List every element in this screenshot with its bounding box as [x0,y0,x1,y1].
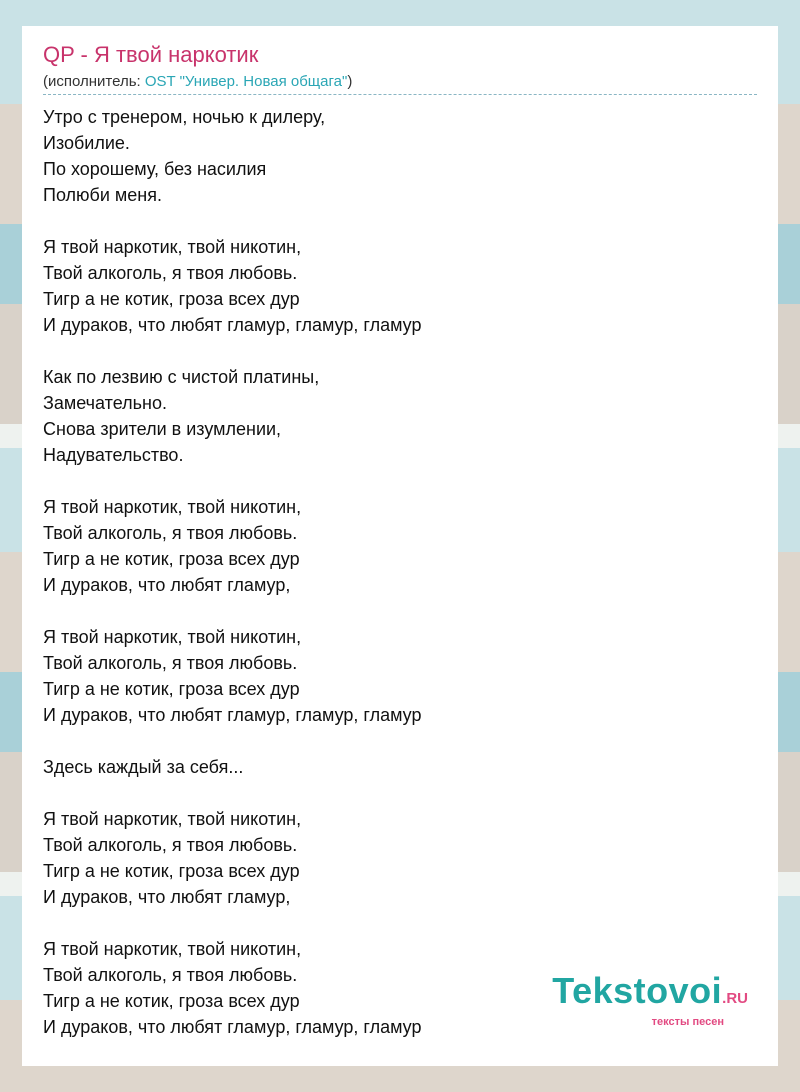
lyric-line: Я твой наркотик, твой никотин, [43,497,302,517]
stanza [43,754,421,780]
lyric-line: Я твой наркотик, твой никотин, [43,627,302,647]
stanza [43,234,421,338]
performer-link[interactable]: OST "Универ. Новая общага" [144,73,348,90]
lyric-line: Снова зрители в изумлении, [43,419,282,439]
lyric-line: Я твой наркотик, твой никотин, [43,809,302,829]
lyric-line: И дураков, что любят гламур, гламур, гламур [43,1017,422,1037]
lyric-line: Надувательство. [43,445,184,465]
lyric-line: Тигр а не котик, гроза всех дур [43,549,300,569]
lyric-line: Я твой наркотик, твой никотин, [43,939,302,959]
performer-suffix: ) [347,73,353,90]
lyric-line: Твой алкоголь, я твоя любовь. [43,523,298,543]
logo-tld: .RU [722,990,748,1007]
lyric-line: Изобилие. [43,133,130,153]
lyric-line: Как по лезвию с чистой платины, [43,367,320,387]
lyric-line: Твой алкоголь, я твоя любовь. [43,965,298,985]
site-logo[interactable] [552,970,748,1028]
lyric-line: Полюби меня. [43,185,162,205]
stanza [43,624,421,728]
lyric-line: Тигр а не котик, гроза всех дур [43,679,300,699]
lyrics-card [22,26,778,1066]
lyric-line: Здесь каждый за себя... [43,757,244,777]
stanza [43,104,421,208]
lyric-line: И дураков, что любят гламур, гламур, гламур [43,705,422,725]
logo-name: Tekstovoi [552,970,723,1011]
logo-wordmark [552,970,748,1016]
lyric-line: Утро с тренером, ночью к дилеру, [43,107,326,127]
lyric-line: Тигр а не котик, гроза всех дур [43,861,300,881]
divider [43,94,757,95]
lyric-line: Твой алкоголь, я твоя любовь. [43,835,298,855]
stanza [43,364,421,468]
lyric-line: И дураков, что любят гламур, гламур, гламур [43,315,422,335]
lyric-line: Я твой наркотик, твой никотин, [43,237,302,257]
logo-tagline: тексты песен [651,1016,724,1028]
lyric-line: Тигр а не котик, гроза всех дур [43,289,300,309]
performer-line [43,72,352,92]
lyric-line: Тигр а не котик, гроза всех дур [43,991,300,1011]
performer-prefix: (исполнитель: [43,73,145,90]
page-title: QP - Я твой наркотик [43,42,259,67]
stanza [43,936,421,1040]
stanza [43,806,421,910]
lyric-line: По хорошему, без насилия [43,159,267,179]
lyric-line: И дураков, что любят гламур, [43,887,291,907]
stanza [43,494,421,598]
lyrics-body [43,104,421,1040]
lyric-line: Твой алкоголь, я твоя любовь. [43,263,298,283]
lyric-line: Замечательно. [43,393,167,413]
lyric-line: Твой алкоголь, я твоя любовь. [43,653,298,673]
lyric-line: И дураков, что любят гламур, [43,575,291,595]
